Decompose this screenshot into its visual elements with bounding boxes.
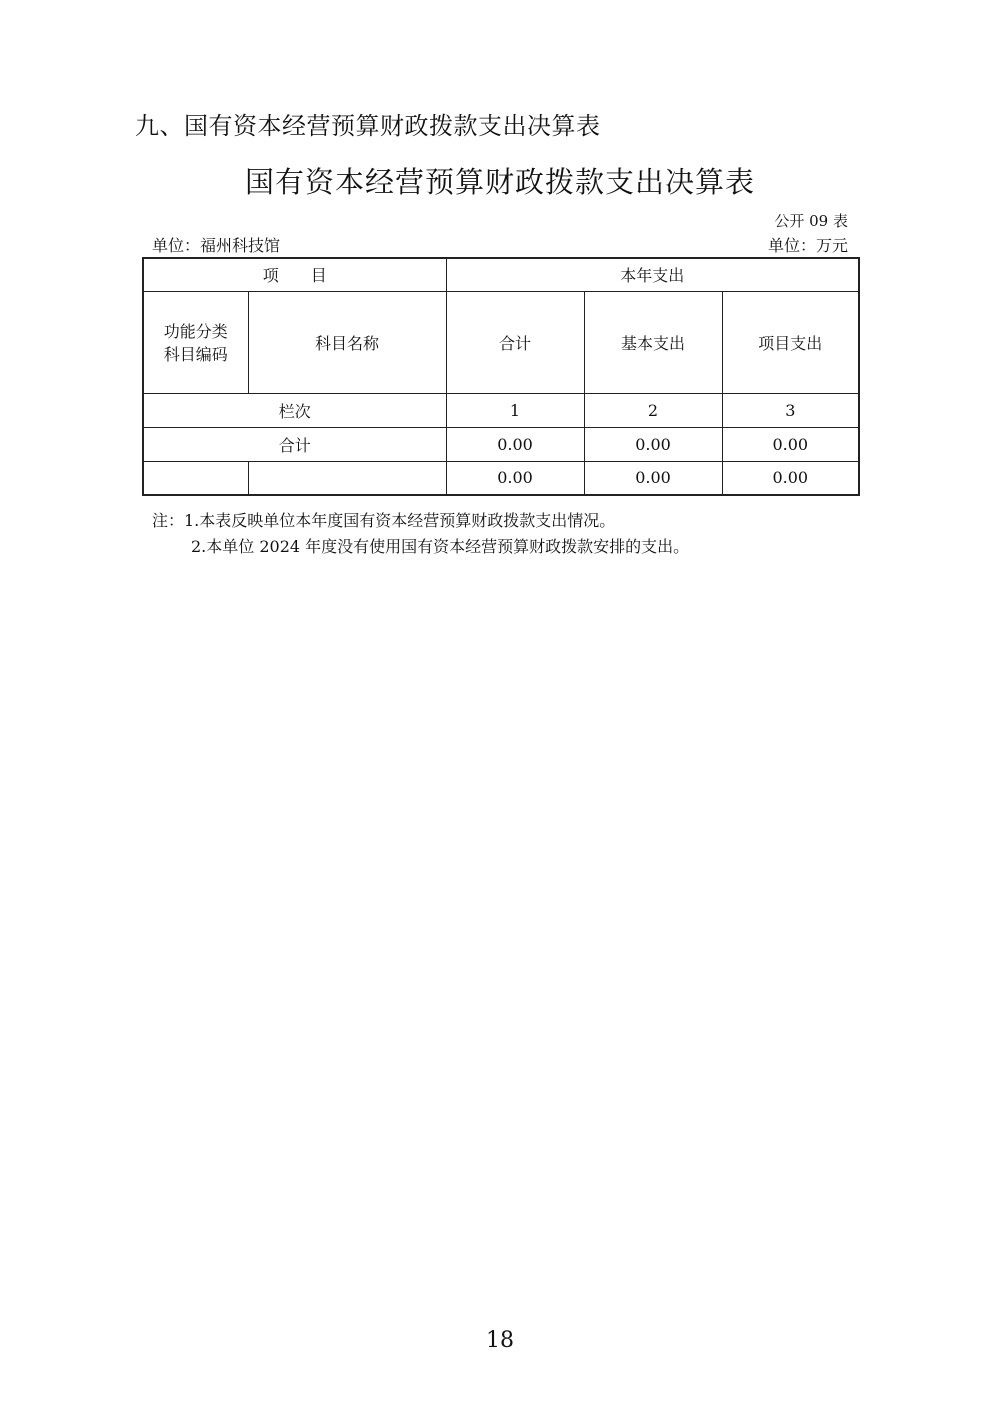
header-func-code-line2: 科目编码 — [163, 345, 228, 364]
column-index-row — [143, 393, 859, 427]
header-func-code — [143, 291, 248, 393]
table-notes — [152, 508, 689, 560]
form-code: 公开 09 表 — [774, 212, 848, 230]
total-row-label: 合计 — [143, 427, 446, 461]
header-row-1 — [143, 258, 859, 291]
row-total: 0.00 — [446, 461, 584, 495]
header-project-expense: 项目支出 — [722, 291, 859, 393]
table-title: 国有资本经营预算财政拨款支出决算表 — [244, 165, 755, 199]
section-heading: 九、国有资本经营预算财政拨款支出决算表 — [135, 112, 601, 140]
header-project: 项 目 — [143, 258, 446, 291]
table-row — [143, 461, 859, 495]
total-row-basic: 0.00 — [584, 427, 722, 461]
column-index-label: 栏次 — [143, 393, 446, 427]
row-basic: 0.00 — [584, 461, 722, 495]
total-row — [143, 427, 859, 461]
header-func-code-line1: 功能分类 — [163, 322, 228, 341]
total-row-total: 0.00 — [446, 427, 584, 461]
header-total: 合计 — [446, 291, 584, 393]
header-row-2 — [143, 291, 859, 393]
header-basic: 基本支出 — [584, 291, 722, 393]
row-code — [143, 461, 248, 495]
column-index-1: 1 — [446, 393, 584, 427]
page-number: 18 — [486, 1328, 514, 1353]
note-1: 注：1.本表反映单位本年度国有资本经营预算财政拨款支出情况。 — [152, 511, 616, 530]
header-subject-name: 科目名称 — [248, 291, 446, 393]
expenditure-table — [142, 257, 860, 496]
reporting-unit: 单位：福州科技馆 — [152, 236, 281, 255]
column-index-2: 2 — [584, 393, 722, 427]
row-name — [248, 461, 446, 495]
total-row-project: 0.00 — [722, 427, 859, 461]
column-index-3: 3 — [722, 393, 859, 427]
currency-unit: 单位：万元 — [767, 236, 848, 255]
row-project: 0.00 — [722, 461, 859, 495]
header-current-year: 本年支出 — [446, 258, 859, 291]
note-2: 2.本单位 2024 年度没有使用国有资本经营预算财政拨款安排的支出。 — [191, 537, 690, 556]
